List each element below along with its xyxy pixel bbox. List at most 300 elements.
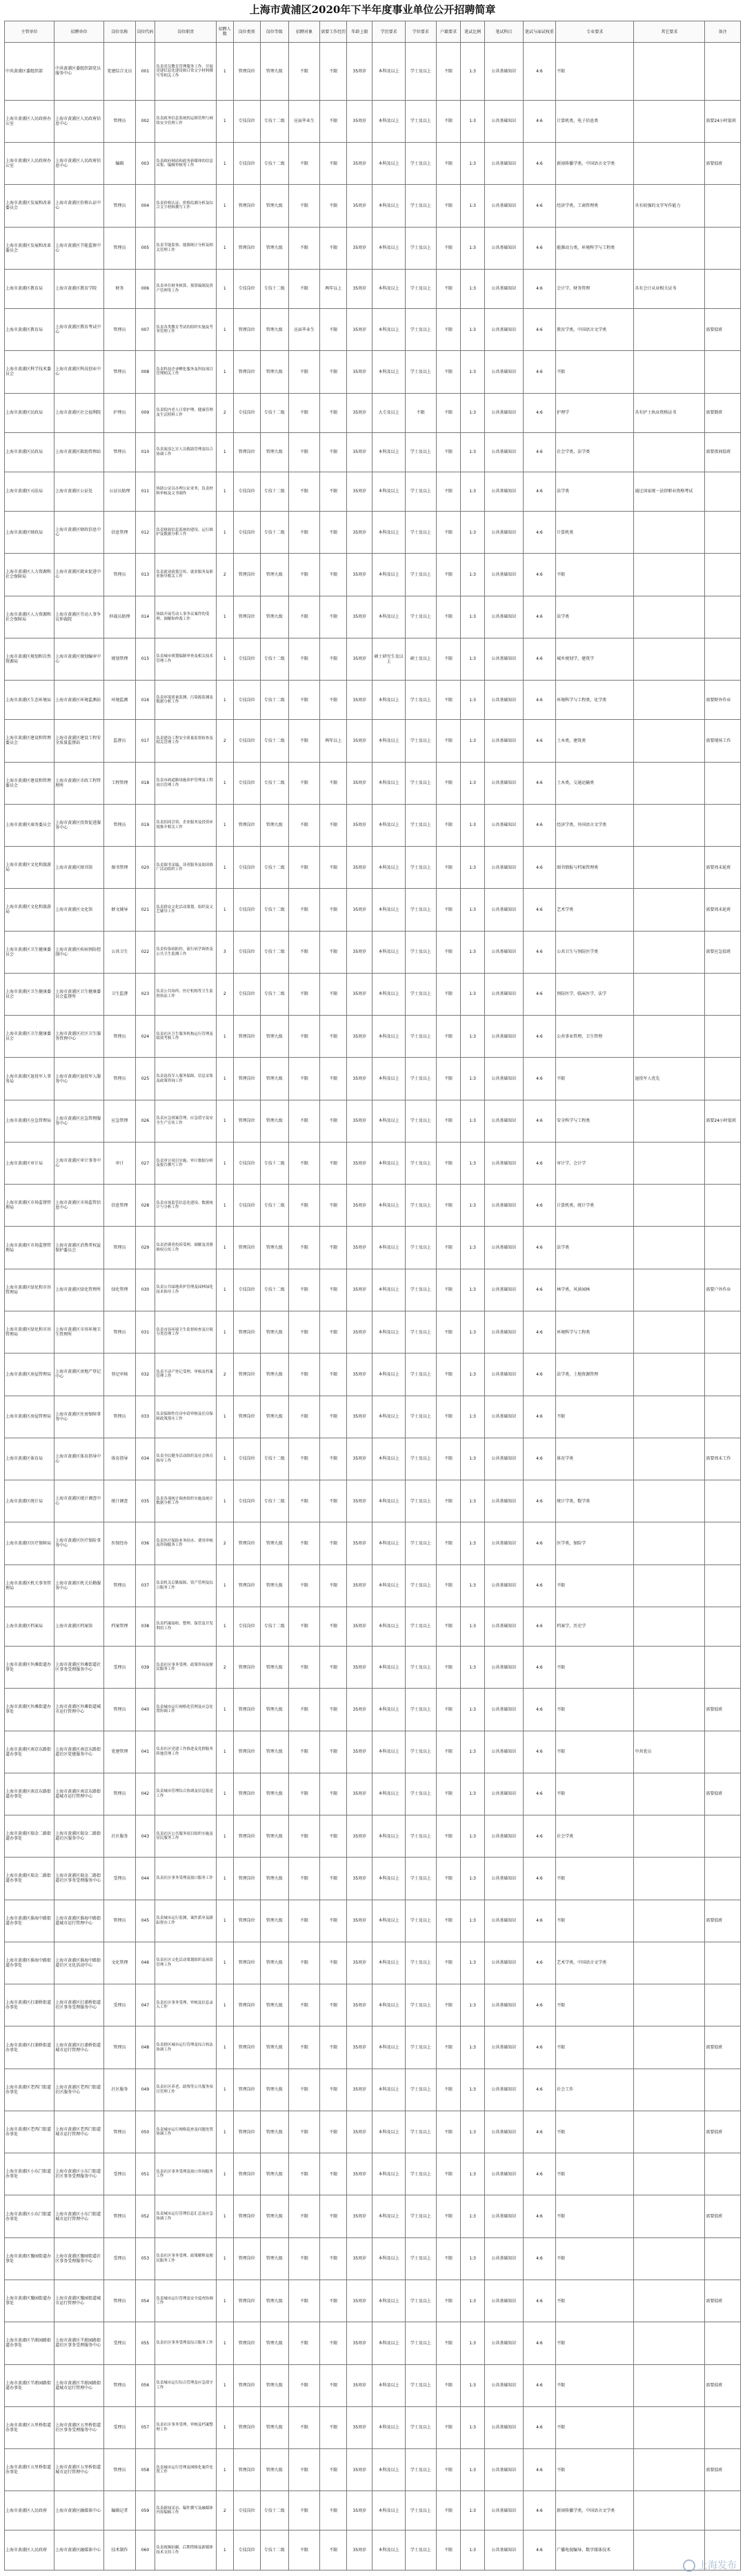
cell-other <box>634 681 705 720</box>
cell-post: 仲裁员助理 <box>104 596 135 638</box>
cell-duty: 负责社区事务受理、审核及档案整理工作 <box>155 2406 217 2448</box>
cell-duty: 负责社区卫生服务机构运行管理及绩效考核工作 <box>155 1016 217 1058</box>
cell-ratio: 1:3 <box>461 1311 485 1353</box>
cell-code: 011 <box>135 472 155 511</box>
cell-duty: 负责市场监管信息化建设、数据统计与分析工作 <box>155 1185 217 1227</box>
cell-degree: 学士及以上 <box>405 847 436 889</box>
cell-age: 35周岁 <box>347 1396 372 1438</box>
cell-dept: 上海市黄浦区应急管理局 <box>5 1100 54 1142</box>
cell-num: 1 <box>216 889 233 931</box>
cell-degree: 学士及以上 <box>405 2280 436 2322</box>
cell-type: 管理岗位 <box>233 1522 260 1564</box>
cell-other <box>634 2153 705 2195</box>
cell-weight: 4:6 <box>523 2449 555 2491</box>
cell-duty: 负责公共场所、医疗机构等卫生监督执法工作 <box>155 973 217 1015</box>
cell-other <box>634 1354 705 1396</box>
cell-code: 039 <box>135 1647 155 1689</box>
cell-edu: 本科及以上 <box>372 554 405 596</box>
cell-unit: 上海市黄浦区社区卫生服务管理中心 <box>54 1016 104 1058</box>
table-row <box>5 1058 741 1100</box>
cell-hukou: 不限 <box>437 1815 461 1858</box>
cell-code: 023 <box>135 973 155 1015</box>
cell-dept: 上海市黄浦区人民政府 <box>5 2530 54 2570</box>
cell-age: 35周岁 <box>347 2491 372 2530</box>
cell-code: 025 <box>135 1058 155 1100</box>
cell-post: 管理员 <box>104 2026 135 2069</box>
cell-note: 需要野外作业 <box>705 681 741 720</box>
cell-duty: 负责机关后勤保障、资产管理及综合服务工作 <box>155 1564 217 1607</box>
cell-edu: 本科及以上 <box>372 308 405 350</box>
cell-weight: 4:6 <box>523 1438 555 1480</box>
cell-ratio: 1:3 <box>461 308 485 350</box>
cell-hukou: 不限 <box>437 2491 461 2530</box>
cell-duty: 负责城市规划编制审查及相关技术管理工作 <box>155 638 217 680</box>
cell-note: 需要夜间值班 <box>705 432 741 472</box>
cell-exam: 公共基础知识 <box>485 351 524 393</box>
cell-duty: 负责院内老人日常护理、健康管理及生活照料工作 <box>155 393 217 432</box>
cell-ratio: 1:3 <box>461 1984 485 2026</box>
watermark <box>683 2558 737 2572</box>
cell-edu: 本科及以上 <box>372 1185 405 1227</box>
cell-age: 35周岁 <box>347 1564 372 1607</box>
cell-exam: 公共基础知识 <box>485 931 524 973</box>
cell-age: 35周岁 <box>347 931 372 973</box>
cell-note <box>705 554 741 596</box>
cell-degree: 学士及以上 <box>405 1984 436 2026</box>
cell-edu: 本科及以上 <box>372 1396 405 1438</box>
cell-num: 2 <box>216 393 233 432</box>
recruitment-table <box>4 21 741 2570</box>
cell-unit: 上海市黄浦区老西门街道城市运行管理中心 <box>54 2111 104 2153</box>
cell-exp: 两年以上 <box>320 720 347 762</box>
cell-edu: 本科及以上 <box>372 804 405 846</box>
cell-target: 不限 <box>288 1100 319 1142</box>
cell-note <box>705 1142 741 1184</box>
cell-code: 002 <box>135 100 155 142</box>
cell-dept: 上海市黄浦区人民政府办公室 <box>5 143 54 185</box>
cell-exp: 不限 <box>320 2449 347 2491</box>
cell-note: 需要值班 <box>705 2280 741 2322</box>
cell-hukou: 不限 <box>437 1689 461 1731</box>
cell-major: 土木类，建筑类 <box>556 720 634 762</box>
cell-note <box>705 2069 741 2111</box>
cell-post: 管理员 <box>104 2280 135 2322</box>
cell-edu: 本科及以上 <box>372 100 405 142</box>
cell-unit: 上海市黄浦区就业促进中心 <box>54 554 104 596</box>
cell-exp: 不限 <box>320 1522 347 1564</box>
cell-type: 专技岗位 <box>233 2530 260 2570</box>
cell-hukou: 不限 <box>437 596 461 638</box>
cell-age: 35周岁 <box>347 351 372 393</box>
cell-hukou: 不限 <box>437 931 461 973</box>
cell-exp: 不限 <box>320 1480 347 1522</box>
cell-degree: 学士及以上 <box>405 308 436 350</box>
cell-level: 专技十二级 <box>260 847 288 889</box>
cell-exam: 公共基础知识 <box>485 308 524 350</box>
cell-major: 不限 <box>556 1773 634 1815</box>
cell-level: 管理九级 <box>260 2237 288 2280</box>
cell-duty: 负责单位财务核算、预算编制及资产管理等工作 <box>155 269 217 308</box>
cell-num: 1 <box>216 1311 233 1353</box>
table-row <box>5 512 741 554</box>
cell-exp: 不限 <box>320 1311 347 1353</box>
cell-level: 管理九级 <box>260 1942 288 1984</box>
cell-type: 管理岗位 <box>233 2026 260 2069</box>
cell-exp: 不限 <box>320 2530 347 2570</box>
cell-weight: 4:6 <box>523 2406 555 2448</box>
cell-weight: 4:6 <box>523 432 555 472</box>
cell-major: 法学类 <box>556 472 634 511</box>
table-row <box>5 2364 741 2406</box>
cell-other <box>634 1647 705 1689</box>
cell-major: 环境科学与工程类，化学类 <box>556 681 634 720</box>
cell-ratio: 1:3 <box>461 1607 485 1646</box>
cell-hukou: 不限 <box>437 554 461 596</box>
cell-exp: 不限 <box>320 2364 347 2406</box>
cell-note: 需要值班 <box>705 2111 741 2153</box>
cell-degree: 学士及以上 <box>405 1100 436 1142</box>
cell-degree: 学士及以上 <box>405 2237 436 2280</box>
cell-duty: 负责市容环境卫生监督检查及垃圾分类管理工作 <box>155 1311 217 1353</box>
cell-num: 1 <box>216 1227 233 1269</box>
cell-hukou: 不限 <box>437 638 461 680</box>
cell-code: 004 <box>135 185 155 227</box>
cell-weight: 4:6 <box>523 2111 555 2153</box>
cell-num: 1 <box>216 2406 233 2448</box>
cell-other <box>634 2069 705 2111</box>
cell-post: 管理员 <box>104 1396 135 1438</box>
cell-age: 35周岁 <box>347 1984 372 2026</box>
cell-exp: 不限 <box>320 1731 347 1773</box>
cell-weight: 4:6 <box>523 2153 555 2195</box>
cell-age: 35周岁 <box>347 1227 372 1269</box>
cell-code: 003 <box>135 143 155 185</box>
cell-target: 不限 <box>288 1016 319 1058</box>
cell-dept: 上海市黄浦区文化和旅游局 <box>5 847 54 889</box>
cell-hukou: 不限 <box>437 2237 461 2280</box>
cell-unit: 上海市黄浦区文化馆 <box>54 889 104 931</box>
table-row <box>5 1564 741 1607</box>
cell-hukou: 不限 <box>437 1100 461 1142</box>
cell-edu: 本科及以上 <box>372 2364 405 2406</box>
cell-major: 教育学类，中国语言文学类 <box>556 308 634 350</box>
cell-weight: 4:6 <box>523 1227 555 1269</box>
cell-unit: 上海市黄浦区瑞金二路街道社区事务受理服务中心 <box>54 1858 104 1900</box>
cell-duty: 负责图书采编、读者服务及阅读推广活动组织工作 <box>155 847 217 889</box>
cell-edu: 本科及以上 <box>372 432 405 472</box>
cell-target: 不限 <box>288 2237 319 2280</box>
cell-unit: 上海市黄浦区卫生健康委员会监督所 <box>54 973 104 1015</box>
cell-num: 1 <box>216 227 233 269</box>
cell-weight: 4:6 <box>523 1773 555 1815</box>
cell-target: 不限 <box>288 1815 319 1858</box>
cell-unit: 上海市黄浦区老西门街道社区服务中心 <box>54 2069 104 2111</box>
cell-ratio: 1:3 <box>461 804 485 846</box>
cell-note <box>705 1647 741 1689</box>
cell-level: 专技十二级 <box>260 1269 288 1311</box>
cell-other <box>634 1016 705 1058</box>
cell-age: 35周岁 <box>347 973 372 1015</box>
cell-unit: 上海市黄浦区市容环境卫生管理所 <box>54 1311 104 1353</box>
cell-other <box>634 2491 705 2530</box>
cell-degree: 学士及以上 <box>405 596 436 638</box>
cell-weight: 4:6 <box>523 1058 555 1100</box>
cell-other <box>634 720 705 762</box>
cell-degree: 学士及以上 <box>405 1731 436 1773</box>
cell-post: 卫生监督 <box>104 973 135 1015</box>
cell-weight: 4:6 <box>523 1689 555 1731</box>
cell-dept: 上海市黄浦区外滩街道办事处 <box>5 1647 54 1689</box>
cell-ratio: 1:3 <box>461 847 485 889</box>
cell-degree: 学士及以上 <box>405 512 436 554</box>
cell-weight: 4:6 <box>523 43 555 101</box>
cell-dept: 上海市黄浦区文化和旅游局 <box>5 889 54 931</box>
cell-post: 公共卫生 <box>104 931 135 973</box>
cell-other <box>634 2406 705 2448</box>
cell-exam: 公共基础知识 <box>485 889 524 931</box>
cell-other <box>634 1564 705 1607</box>
cell-unit: 上海市黄浦区人民政府信息中心 <box>54 100 104 142</box>
cell-major: 图书情报与档案管理类 <box>556 847 634 889</box>
cell-edu: 本科及以上 <box>372 2026 405 2069</box>
cell-hukou: 不限 <box>437 100 461 142</box>
cell-level: 管理九级 <box>260 1731 288 1773</box>
cell-dept: 上海市黄浦区南京东路街道办事处 <box>5 1773 54 1815</box>
cell-level: 管理九级 <box>260 432 288 472</box>
cell-note: 需要值班 <box>705 1900 741 1942</box>
cell-code: 028 <box>135 1185 155 1227</box>
cell-major: 社会学类，法学类 <box>556 432 634 472</box>
cell-exam: 公共基础知识 <box>485 1647 524 1689</box>
cell-num: 1 <box>216 1900 233 1942</box>
cell-exp: 不限 <box>320 1058 347 1100</box>
cell-unit: 上海市黄浦区教育学院 <box>54 269 104 308</box>
cell-dept: 上海市黄浦区教育局 <box>5 269 54 308</box>
cell-level: 专技十二级 <box>260 973 288 1015</box>
cell-unit: 上海市黄浦区疾病预防控制中心 <box>54 931 104 973</box>
cell-duty: 负责财政信息系统的建设、运行维护及数据分析工作 <box>155 512 217 554</box>
cell-major: 社会学类 <box>556 1815 634 1858</box>
cell-age: 35周岁 <box>347 1480 372 1522</box>
cell-dept: 上海市黄浦区档案局 <box>5 1607 54 1646</box>
cell-edu: 大专及以上 <box>372 393 405 432</box>
table-row <box>5 1438 741 1480</box>
cell-degree: 学士及以上 <box>405 100 436 142</box>
cell-edu: 本科及以上 <box>372 1354 405 1396</box>
cell-dept: 上海市黄浦区医疗保障局 <box>5 1522 54 1564</box>
cell-weight: 4:6 <box>523 351 555 393</box>
cell-note <box>705 2491 741 2530</box>
cell-edu: 本科及以上 <box>372 2237 405 2280</box>
cell-duty: 负责城市运行管理及网格化案件处置工作 <box>155 2449 217 2491</box>
cell-major: 不限 <box>556 2153 634 2195</box>
cell-major: 不限 <box>556 554 634 596</box>
cell-post: 技术制作 <box>104 2530 135 2570</box>
cell-age: 35周岁 <box>347 2406 372 2448</box>
cell-level: 管理九级 <box>260 1984 288 2026</box>
cell-unit: 上海市黄浦区教育考试中心 <box>54 308 104 350</box>
cell-post: 管理员 <box>104 100 135 142</box>
cell-code: 032 <box>135 1354 155 1396</box>
table-row <box>5 1607 741 1646</box>
cell-type: 专技岗位 <box>233 1438 260 1480</box>
cell-level: 专技十二级 <box>260 1480 288 1522</box>
column-header: 其它要求 <box>634 21 705 43</box>
cell-other <box>634 1311 705 1353</box>
cell-level: 管理九级 <box>260 1773 288 1815</box>
cell-degree: 硕士及以上 <box>405 638 436 680</box>
cell-ratio: 1:3 <box>461 227 485 269</box>
cell-num: 1 <box>216 762 233 804</box>
table-row <box>5 1900 741 1942</box>
cell-post: 图书管理 <box>104 847 135 889</box>
cell-degree: 学士及以上 <box>405 269 436 308</box>
cell-weight: 4:6 <box>523 1731 555 1773</box>
cell-code: 021 <box>135 889 155 931</box>
cell-target: 不限 <box>288 1227 319 1269</box>
table-row <box>5 2026 741 2069</box>
cell-code: 029 <box>135 1227 155 1269</box>
cell-degree: 学士及以上 <box>405 2069 436 2111</box>
cell-note <box>705 1311 741 1353</box>
cell-num: 1 <box>216 143 233 185</box>
cell-weight: 4:6 <box>523 1269 555 1311</box>
cell-edu: 本科及以上 <box>372 2449 405 2491</box>
table-row <box>5 1311 741 1353</box>
table-row <box>5 1016 741 1058</box>
cell-unit: 上海市黄浦区建设工程安全质量监督站 <box>54 720 104 762</box>
cell-note: 需要周末工作 <box>705 1438 741 1480</box>
cell-age: 35周岁 <box>347 100 372 142</box>
cell-dept: 上海市黄浦区市场监督管理局 <box>5 1227 54 1269</box>
cell-age: 35周岁 <box>347 2195 372 2237</box>
cell-dept: 上海市黄浦区房屋管理局 <box>5 1354 54 1396</box>
cell-type: 管理岗位 <box>233 1354 260 1396</box>
cell-num: 1 <box>216 308 233 350</box>
cell-edu: 本科及以上 <box>372 1647 405 1689</box>
cell-num: 1 <box>216 1058 233 1100</box>
cell-degree: 学士及以上 <box>405 681 436 720</box>
cell-ratio: 1:3 <box>461 1815 485 1858</box>
cell-post: 受理员 <box>104 1647 135 1689</box>
cell-num: 1 <box>216 1269 233 1311</box>
cell-target: 不限 <box>288 1142 319 1184</box>
cell-num: 1 <box>216 1858 233 1900</box>
cell-degree: 学士及以上 <box>405 1647 436 1689</box>
cell-level: 专技十二级 <box>260 720 288 762</box>
cell-duty: 负责群众文化活动策划、组织及文艺辅导工作 <box>155 889 217 931</box>
cell-post: 管理员 <box>104 1773 135 1815</box>
cell-exam: 公共基础知识 <box>485 1142 524 1184</box>
cell-hukou: 不限 <box>437 1354 461 1396</box>
cell-note: 需要值班 <box>705 143 741 185</box>
cell-note: 需要户外作业 <box>705 1269 741 1311</box>
table-row <box>5 1100 741 1142</box>
cell-unit: 上海市黄浦区医疗保险事务中心 <box>54 1522 104 1564</box>
cell-unit: 上海市黄浦区审计事务中心 <box>54 1142 104 1184</box>
cell-exam: 公共基础知识 <box>485 681 524 720</box>
cell-target: 不限 <box>288 2406 319 2448</box>
cell-level: 管理九级 <box>260 1016 288 1058</box>
cell-other <box>634 1815 705 1858</box>
cell-duty: 负责环境质量监测、污染源监测及数据分析工作 <box>155 681 217 720</box>
cell-dept: 上海市黄浦区统计局 <box>5 1480 54 1522</box>
cell-exam: 公共基础知识 <box>485 1731 524 1773</box>
cell-post: 管理员 <box>104 185 135 227</box>
cell-edu: 本科及以上 <box>372 1607 405 1646</box>
cell-duty: 负责城市运行管理及安全巡查协调工作 <box>155 2280 217 2322</box>
cell-target: 不限 <box>288 2491 319 2530</box>
cell-post: 应急管理 <box>104 1100 135 1142</box>
cell-other <box>634 762 705 804</box>
cell-major: 不限 <box>556 351 634 393</box>
cell-other <box>634 554 705 596</box>
cell-age: 35周岁 <box>347 43 372 101</box>
cell-code: 037 <box>135 1564 155 1607</box>
cell-target: 不限 <box>288 351 319 393</box>
cell-major: 不限 <box>556 1858 634 1900</box>
cell-num: 2 <box>216 720 233 762</box>
cell-note <box>705 1016 741 1058</box>
cell-edu: 本科及以上 <box>372 2153 405 2195</box>
cell-hukou: 不限 <box>437 1185 461 1227</box>
cell-exp: 不限 <box>320 1858 347 1900</box>
cell-exp: 不限 <box>320 681 347 720</box>
cell-other <box>634 432 705 472</box>
cell-num: 1 <box>216 1100 233 1142</box>
cell-exam: 公共基础知识 <box>485 2111 524 2153</box>
cell-weight: 4:6 <box>523 1100 555 1142</box>
cell-exp: 不限 <box>320 2322 347 2364</box>
cell-level: 管理九级 <box>260 2153 288 2195</box>
cell-degree: 学士及以上 <box>405 1354 436 1396</box>
cell-post: 环境监测 <box>104 681 135 720</box>
cell-exam: 公共基础知识 <box>485 143 524 185</box>
cell-degree: 学士及以上 <box>405 1607 436 1646</box>
cell-target: 不限 <box>288 2530 319 2570</box>
cell-major: 能源动力类，环境科学与工程类 <box>556 227 634 269</box>
cell-unit: 上海市黄浦区市政工程管理所 <box>54 762 104 804</box>
cell-level: 管理九级 <box>260 43 288 101</box>
cell-edu: 本科及以上 <box>372 351 405 393</box>
cell-target: 不限 <box>288 1984 319 2026</box>
cell-ratio: 1:3 <box>461 1058 485 1100</box>
cell-ratio: 1:3 <box>461 1438 485 1480</box>
cell-exp: 不限 <box>320 143 347 185</box>
cell-target: 不限 <box>288 2111 319 2153</box>
cell-exam: 公共基础知识 <box>485 847 524 889</box>
cell-code: 030 <box>135 1269 155 1311</box>
cell-target: 不限 <box>288 2449 319 2491</box>
cell-duty: 协助开展劳动人事争议案件的受理、调解和仲裁工作 <box>155 596 217 638</box>
cell-age: 35周岁 <box>347 1016 372 1058</box>
cell-target: 不限 <box>288 1689 319 1731</box>
cell-unit: 上海市黄浦区体育指导中心 <box>54 1438 104 1480</box>
cell-age: 35周岁 <box>347 720 372 762</box>
cell-post: 文化管理 <box>104 1942 135 1984</box>
cell-edu: 本科及以上 <box>372 889 405 931</box>
cell-exam: 公共基础知识 <box>485 2026 524 2069</box>
cell-hukou: 不限 <box>437 1227 461 1269</box>
cell-duty: 负责社区事务受理及窗口咨询服务工作 <box>155 2153 217 2195</box>
cell-post: 编辑 <box>104 143 135 185</box>
cell-note <box>705 1564 741 1607</box>
column-header: 学位要求 <box>405 21 436 43</box>
table-row <box>5 1480 741 1522</box>
cell-edu: 本科及以上 <box>372 1731 405 1773</box>
cell-post: 管理员 <box>104 308 135 350</box>
cell-type: 专技岗位 <box>233 143 260 185</box>
